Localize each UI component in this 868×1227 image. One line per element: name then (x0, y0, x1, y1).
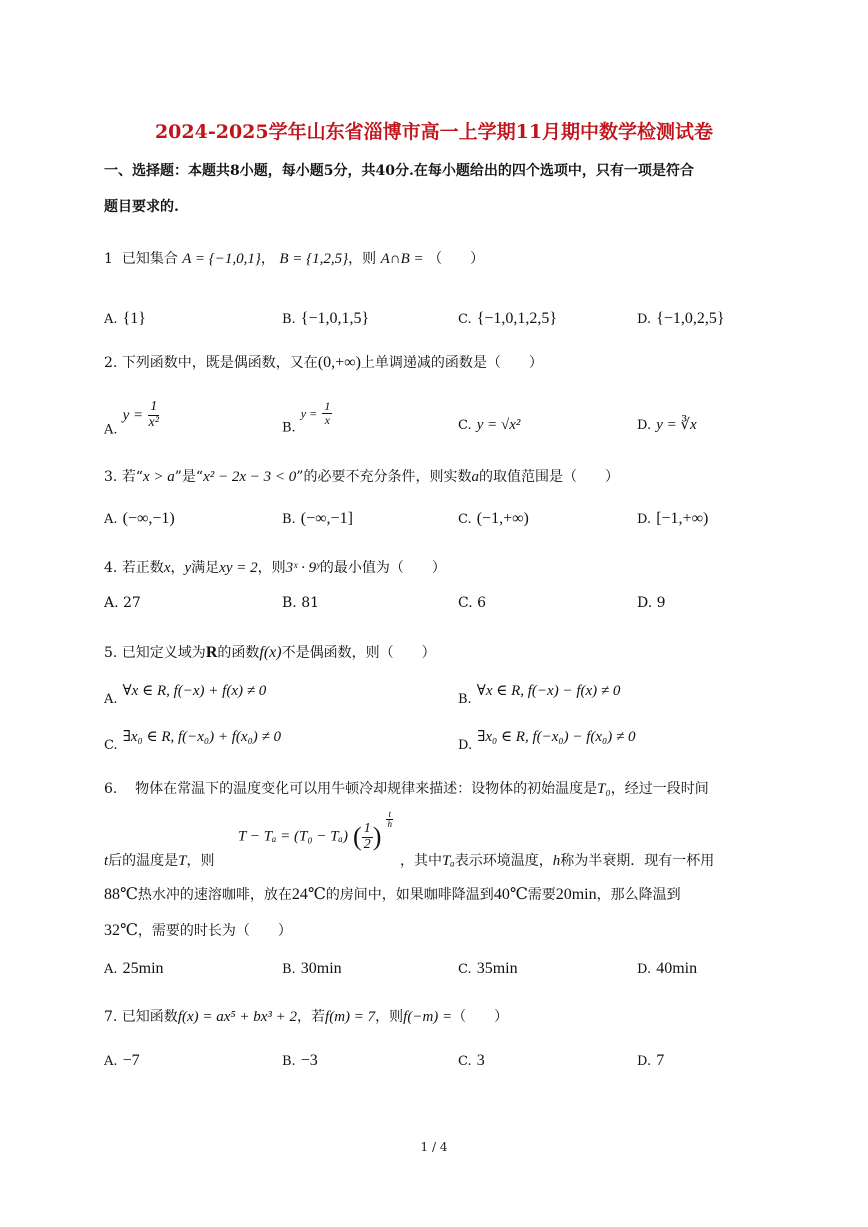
q7-text1: 已知函数 (121, 1009, 178, 1025)
q5-option-d: $_{D.}$ ∃x₀ ∈ R, f(−x₀) − f(x₀) ≠ 0 (458, 729, 636, 753)
q7-option-d: D. 7 (637, 1052, 665, 1069)
q6-line1: 物体在常温下的温度变化可以用牛顿冷却规律来描述：设物体的初始温度是 (135, 781, 598, 797)
q6-line3b: 热水冲的速溶咖啡，放在 (137, 887, 292, 903)
q4-option-d: D. 9 (637, 595, 666, 611)
q6-stem-line4 (104, 920, 292, 940)
q3-cond2: x² − 2x − 3 < 0 (203, 469, 297, 485)
q6-exp-den: h (387, 819, 392, 830)
q6-temp-32: 32℃ (104, 922, 138, 939)
q4-y: y (184, 560, 192, 576)
q6-stem-line2-rest (400, 850, 714, 870)
q6-option-c: C. 35min (458, 960, 518, 977)
q6-stem-line3 (104, 884, 681, 904)
q2-option-c: C. y = √x² (458, 417, 521, 433)
q2-option-a: $_{A.}$ y = $\frac{1}{\text{x²}}$ (104, 399, 159, 438)
q7-number: 7. (104, 1009, 118, 1025)
q7-option-c: C. 3 (458, 1052, 485, 1069)
q1-option-b: B. {−1,0,1,5} (282, 310, 370, 327)
q1-suffix: ，则 (348, 251, 377, 267)
q7-func: f(x) = ax⁵ + bx³ + 2 (177, 1009, 298, 1025)
q6-temp-88: 88℃ (104, 886, 138, 903)
q7-cond: f(m) = 7 (325, 1009, 376, 1025)
q2-suffix: 上单调递减的函数是（ ） (360, 355, 543, 371)
q4-stem (104, 557, 446, 577)
q4-number: 4. (104, 560, 118, 576)
q4-text2: 满足 (191, 560, 220, 576)
q6-time-20: 20min (555, 886, 597, 903)
q5-option-c: $_{C.}$ ∃x₀ ∈ R, f(−x₀) + f(x₀) ≠ 0 (104, 729, 282, 753)
q7-expr: f(−m) = (403, 1009, 453, 1025)
q6-h: h (552, 853, 561, 869)
q3-option-c: C. (−1,+∞) (458, 510, 529, 527)
q4-text3: ，则 (257, 560, 286, 576)
q5-text1: 已知定义域为 (121, 645, 206, 661)
q5-number: 5. (104, 645, 118, 661)
q3-cond1: x > a (142, 469, 175, 485)
q2-interval: (0,+∞) (317, 354, 361, 371)
q4-option-c: C. 6 (458, 595, 487, 611)
q7-paren: （ ） (452, 1009, 509, 1025)
q2-prefix: 下列函数中，既是偶函数，又在 (121, 355, 318, 371)
paper-title: 2024-2025学年山东省淄博市高一上学期11月期中数学检测试卷 (154, 121, 714, 143)
q5-stem (104, 642, 436, 662)
q6-T: T (178, 853, 187, 869)
q6-line2d: 表示环境温度， (454, 853, 553, 869)
section-heading-line2: 题目要求的. (104, 199, 179, 215)
q1-option-c: C. {−1,0,1,2,5} (458, 310, 558, 327)
q3-option-b: B. (−∞,−1] (282, 510, 353, 527)
q2-option-b: $_{B.}$ y = $\frac{1}{x}$ (282, 399, 331, 436)
q1-set-b: B = {1,2,5} (279, 251, 349, 267)
q7-stem (104, 1006, 508, 1026)
q3-number: 3. (104, 469, 118, 485)
q6-formula: T − Tₐ = (T₀ − Tₐ) ( $\frac{1}{2}$ ) $\frac{t}{h}$ (238, 809, 392, 852)
q4-expr: 3ˣ · 9ʸ (285, 560, 320, 576)
q5-text3: 不是偶函数，则（ ） (281, 645, 436, 661)
q4-option-a: A. 27 (104, 595, 141, 611)
q6-line3h: ，那么降温到 (596, 887, 681, 903)
q4-option-b: B. 81 (282, 595, 320, 611)
q6-temp-24: 24℃ (291, 886, 326, 903)
q6-T0: T₀ (597, 781, 611, 797)
q6-option-a: A. 25min (104, 960, 164, 977)
q6-Ta: Tₐ (442, 853, 455, 869)
q1-expr: A∩B = (380, 251, 424, 267)
q3-option-a: A. (−∞,−1) (104, 510, 175, 527)
q6-option-d: D. 40min (637, 960, 698, 977)
q6-exp-num: t (388, 809, 391, 819)
q4-text4: 的最小值为（ ） (319, 560, 446, 576)
q4-cond: xy = 2 (219, 560, 258, 576)
q1-stem (104, 248, 484, 268)
q1-option-a: A. {1} (104, 310, 146, 327)
q7-text2: ，若 (297, 1009, 326, 1025)
q1-prefix: 已知集合 (121, 251, 178, 267)
section-heading-line1: 一、选择题：本题共8小题，每小题5分，共40分.在每小题给出的四个选项中，只有一项是符合 (104, 163, 694, 179)
q5-text2: 的函数 (217, 645, 260, 661)
q6-half-den: 2 (363, 836, 371, 852)
q1-set-a: A = {−1,0,1} (182, 251, 261, 267)
q4-text1: 若正数 (121, 560, 164, 576)
q6-stem-line1 (104, 778, 709, 798)
q6-formula-lhs: T − Tₐ = (T₀ − Tₐ) (238, 828, 348, 845)
q2-number: 2. (104, 355, 118, 371)
q6-option-b: B. 30min (282, 960, 342, 977)
q3-option-d: D. [−1,+∞) (637, 510, 709, 527)
q6-line2c: ，其中 (400, 853, 442, 869)
q6-line2e: 称为半衰期．现有一杯用 (560, 853, 715, 869)
q3-text4: 的取值范围是（ ） (478, 469, 619, 485)
page-number: 1 / 4 (420, 1140, 448, 1154)
q1-option-d: D. {−1,0,2,5} (637, 310, 725, 327)
q2-stem (104, 352, 543, 372)
q6-t: t (104, 853, 109, 869)
q6-temp-40: 40℃ (493, 886, 528, 903)
q6-line2a: 后的温度是 (108, 853, 179, 869)
q3-stem (104, 466, 619, 486)
q1-sep: ， (260, 251, 275, 267)
q3-text3: ”的必要不充分条件，则实数 (296, 469, 472, 485)
q2-option-d: D. y = ∛x (637, 417, 697, 433)
q4-x: x (163, 560, 171, 576)
q6-line1b: ，经过一段时间 (610, 781, 709, 797)
q7-text3: ，则 (375, 1009, 404, 1025)
q1-paren: （ ） (428, 251, 485, 267)
q5-R: R (205, 644, 218, 661)
q6-line2b: ，则 (186, 853, 215, 869)
q3-text2: ”是“ (174, 469, 204, 485)
q1-number: 1 (104, 251, 113, 267)
q6-stem-line2 (104, 850, 215, 870)
q7-option-b: B. −3 (282, 1052, 318, 1069)
q3-text1: 若“ (121, 469, 143, 485)
q5-option-b: $_{B.}$ ∀x ∈ R, f(−x) − f(x) ≠ 0 (458, 683, 621, 707)
q6-half-num: 1 (363, 821, 371, 836)
q6-number: 6. (104, 781, 118, 797)
q4-sep: ， (170, 560, 185, 576)
q6-line3d: 的房间中，如果咖啡降温到 (325, 887, 494, 903)
q6-line3f: 需要 (527, 887, 556, 903)
q6-line4b: ，需要的时长为（ ） (137, 923, 292, 939)
q5-option-a: $_{A.}$ ∀x ∈ R, f(−x) + f(x) ≠ 0 (104, 683, 267, 707)
q3-var: a (471, 469, 479, 485)
q7-option-a: A. −7 (104, 1052, 140, 1069)
q5-fx: f(x) (259, 644, 282, 661)
